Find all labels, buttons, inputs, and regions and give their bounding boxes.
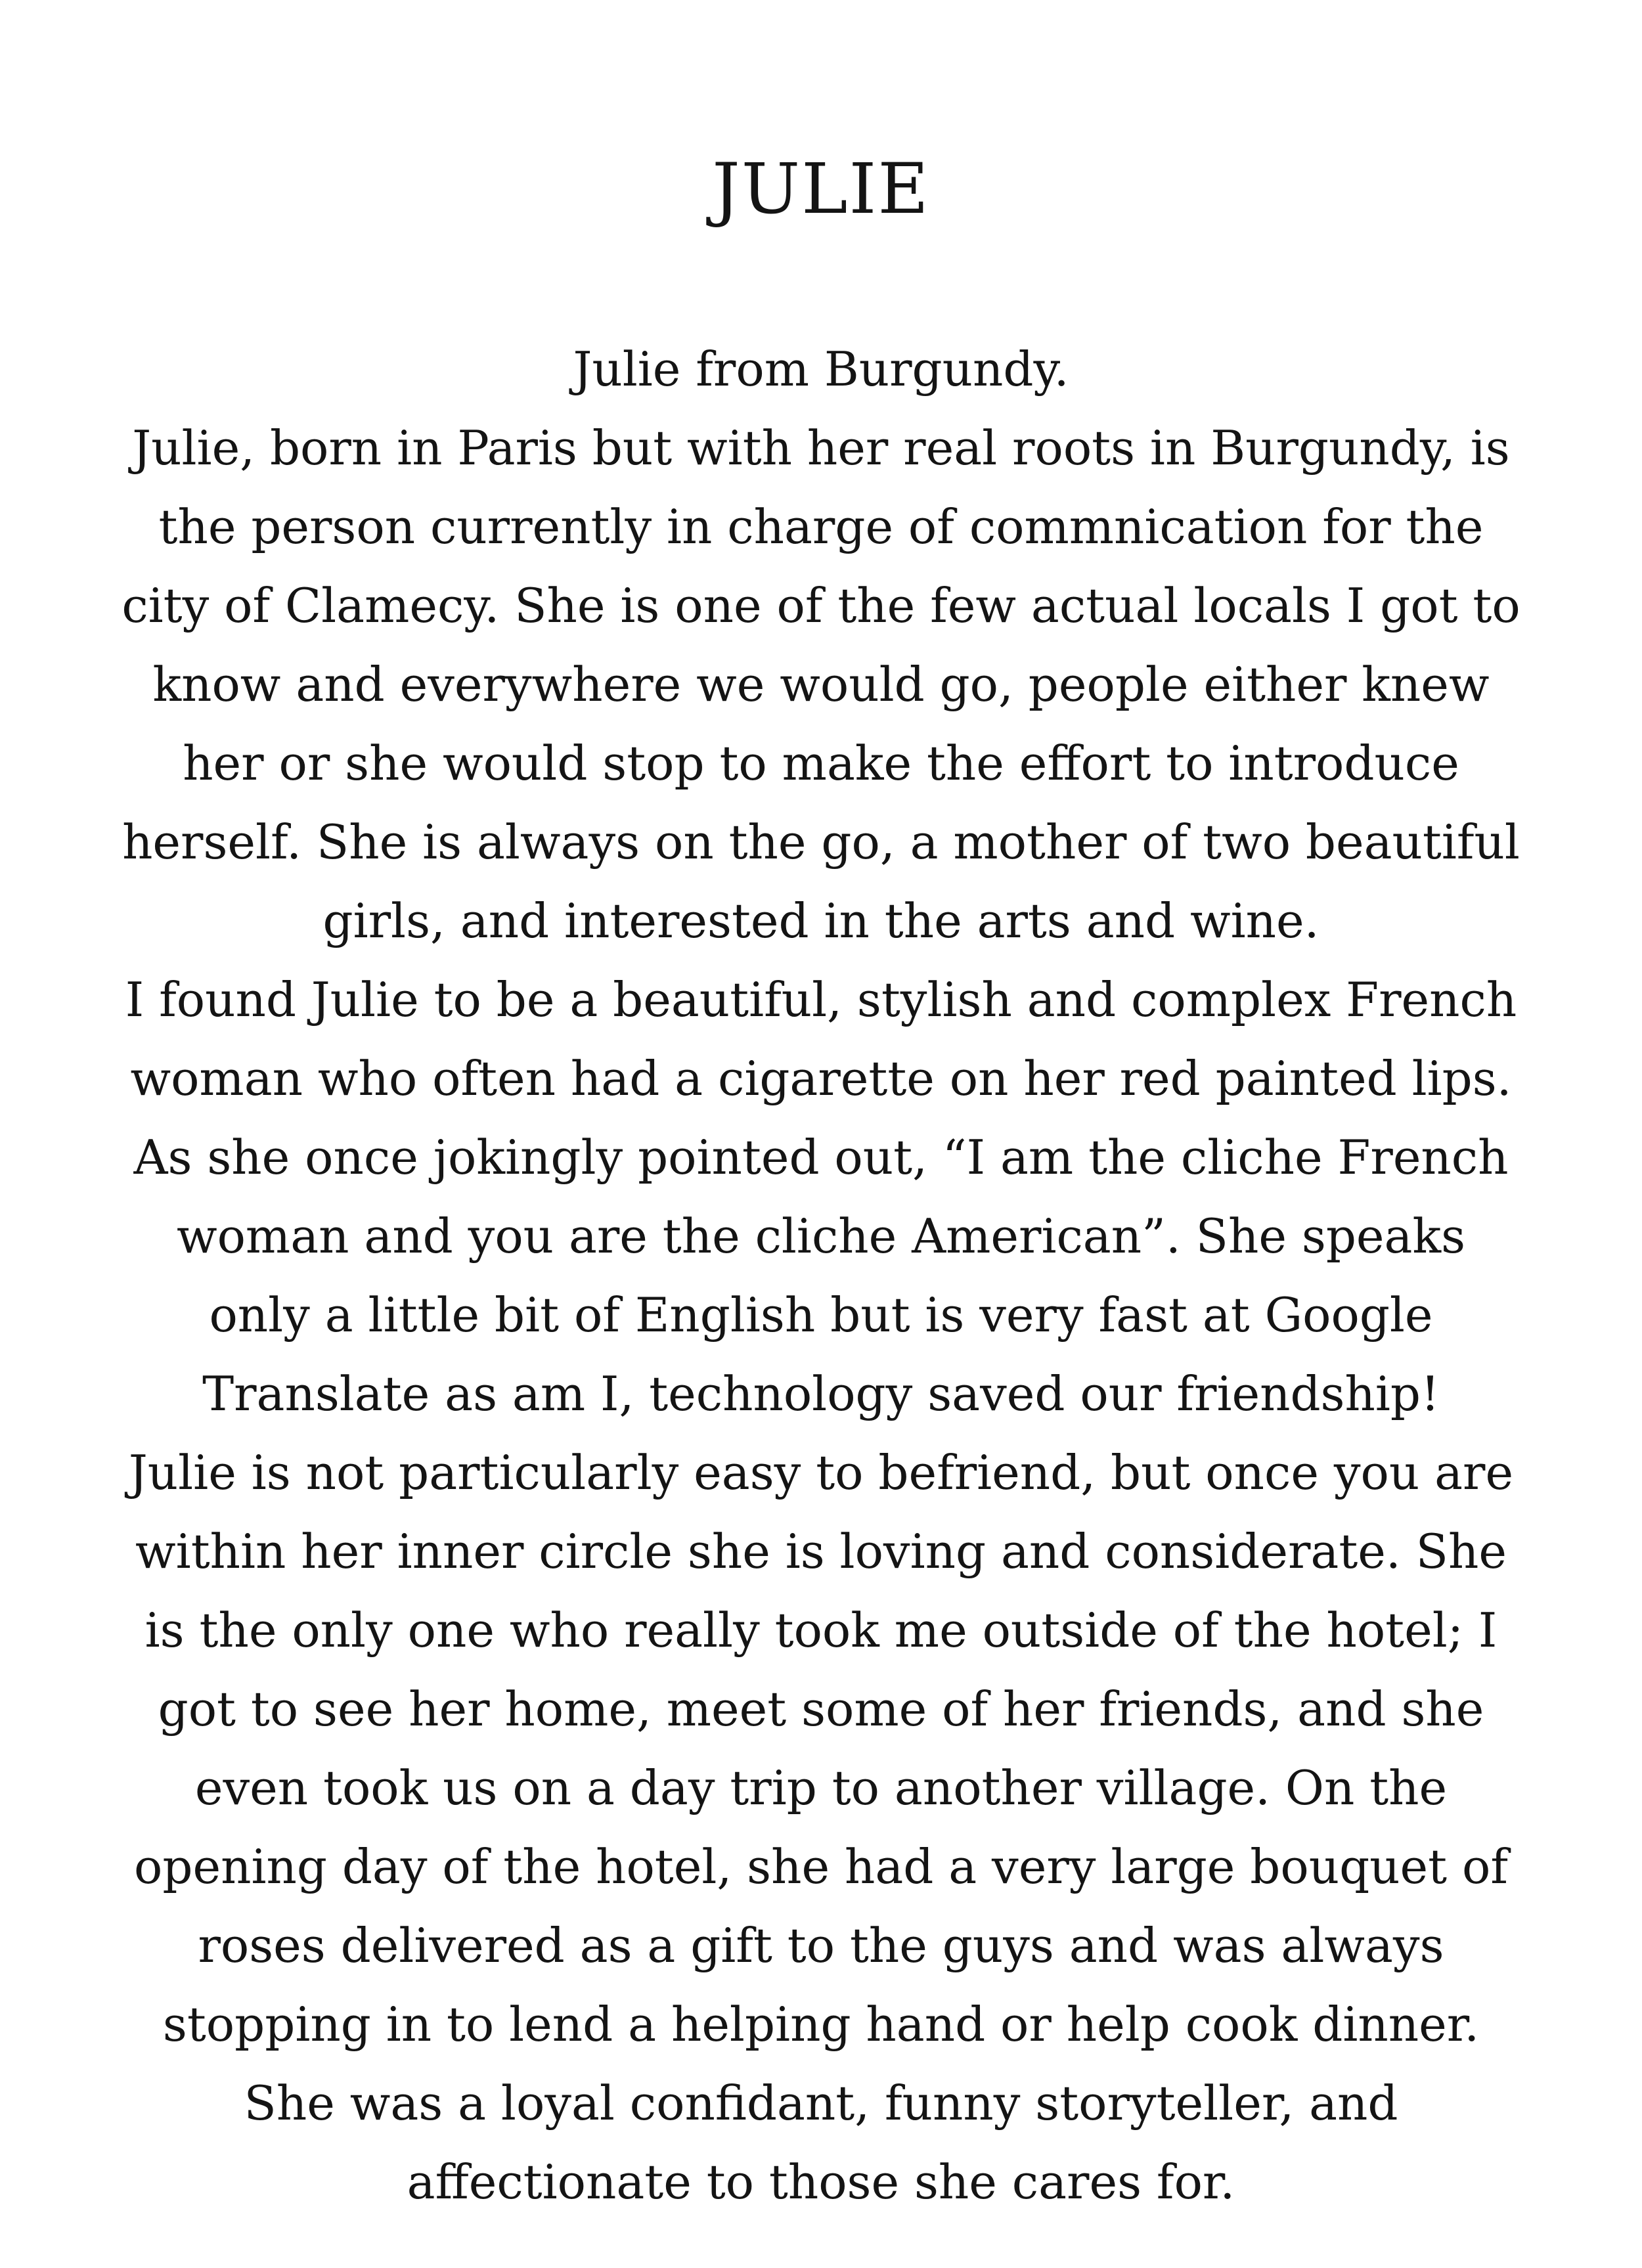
text-line: within her inner circle she is loving and considerate. She	[135, 1524, 1507, 1579]
text-line: is the only one who really took me outside of the hotel; I	[144, 1603, 1498, 1658]
text-line: know and everywhere we would go, people either knew	[152, 657, 1490, 712]
text-line: only a little bit of English but is very fast at Google	[209, 1287, 1433, 1343]
page-title: JULIE	[712, 148, 930, 229]
text-line: the person currently in charge of commnication for the	[158, 499, 1484, 554]
text-line: even took us on a day trip to another village. On the	[194, 1760, 1448, 1815]
text-line: She was a loyal confidant, funny storyteller, and	[244, 2076, 1398, 2131]
text-line: roses delivered as a gift to the guys and was always	[198, 1918, 1444, 1973]
text-line: stopping in to lend a helping hand or help cook dinner.	[162, 1997, 1480, 2052]
text-line: Translate as am I, technology saved our friendship!	[202, 1366, 1440, 1421]
text-line: got to see her home, meet some of her friends, and she	[158, 1681, 1484, 1737]
text-line: As she once jokingly pointed out, “I am the cliche French	[133, 1130, 1509, 1185]
text-line: girls, and interested in the arts and wine.	[322, 893, 1320, 948]
text-line: Julie from Burgundy.	[573, 342, 1069, 397]
text-line: affectionate to those she cares for.	[407, 2154, 1235, 2210]
text-line: her or she would stop to make the effort to introduce	[183, 736, 1459, 791]
text-line: opening day of the hotel, she had a very large bouquet of	[134, 1839, 1508, 1894]
text-line: I found Julie to be a beautiful, stylish and complex French	[125, 972, 1517, 1027]
text-line: Julie, born in Paris but with her real roots in Burgundy, is	[132, 420, 1510, 476]
text-line: woman and you are the cliche American”. She speaks	[176, 1209, 1466, 1264]
text-line: Julie is not particularly easy to befriend, but once you are	[128, 1445, 1514, 1500]
body-text	[39, 330, 1603, 2221]
text-line: herself. She is always on the go, a mother of two beautiful	[122, 814, 1520, 870]
text-line: city of Clamecy. She is one of the few actual locals I got to	[122, 578, 1520, 633]
text-line: woman who often had a cigarette on her red painted lips.	[130, 1051, 1512, 1106]
